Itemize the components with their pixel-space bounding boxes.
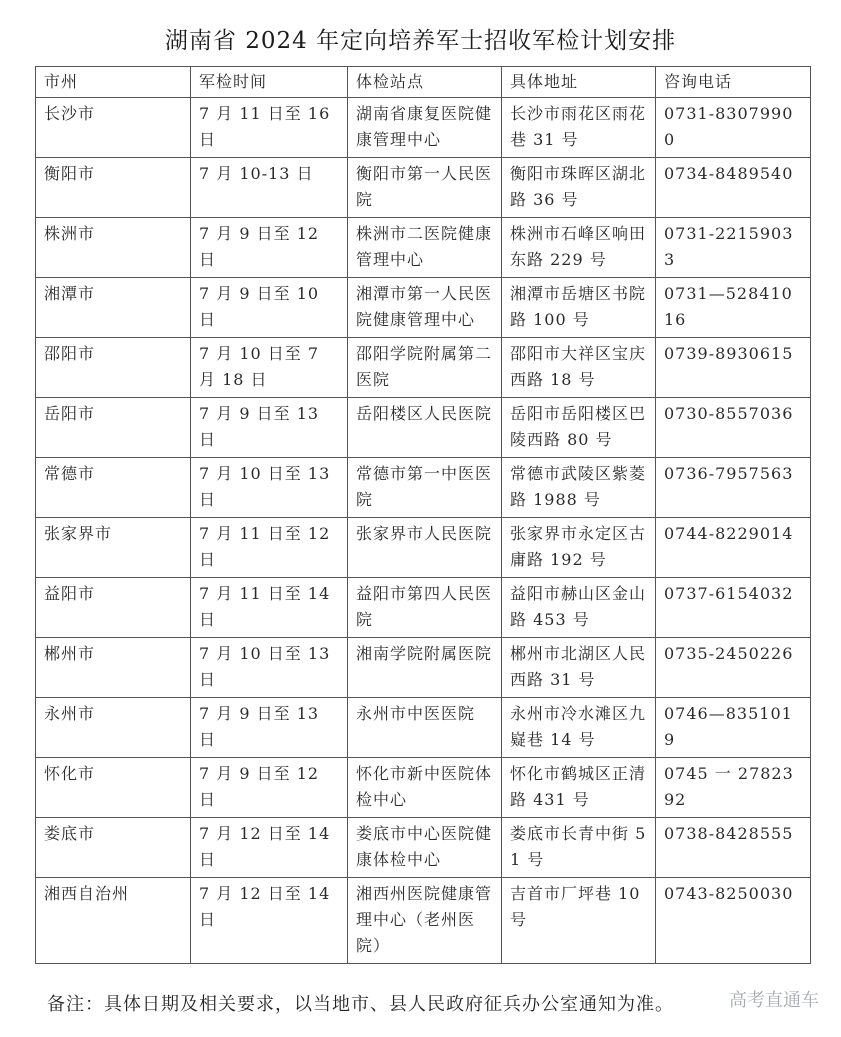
cell-address: 株洲市石峰区响田东路 229 号 — [502, 218, 656, 278]
cell-phone: 0744-8229014 — [656, 518, 811, 578]
cell-phone: 0745 一 2782392 — [656, 758, 811, 818]
cell-site: 岳阳楼区人民医院 — [348, 398, 502, 458]
cell-city: 娄底市 — [36, 818, 191, 878]
table-row — [36, 338, 811, 398]
cell-city: 湘西自治州 — [36, 878, 191, 964]
table-row — [36, 158, 811, 218]
header-address: 具体地址 — [502, 67, 656, 98]
cell-site: 湘南学院附属医院 — [348, 638, 502, 698]
cell-phone: 0738-8428555 — [656, 818, 811, 878]
cell-date: 7 月 12 日至 14 日 — [191, 878, 348, 964]
cell-city: 郴州市 — [36, 638, 191, 698]
cell-date: 7 月 11 日至 12 日 — [191, 518, 348, 578]
table-row — [36, 818, 811, 878]
cell-site: 张家界市人民医院 — [348, 518, 502, 578]
cell-site: 湘潭市第一人民医院健康管理中心 — [348, 278, 502, 338]
cell-address: 张家界市永定区古庸路 192 号 — [502, 518, 656, 578]
cell-date: 7 月 9 日至 12 日 — [191, 218, 348, 278]
cell-address: 长沙市雨花区雨花巷 31 号 — [502, 98, 656, 158]
table-row — [36, 458, 811, 518]
cell-phone: 0737-6154032 — [656, 578, 811, 638]
table-row — [36, 98, 811, 158]
cell-city: 张家界市 — [36, 518, 191, 578]
cell-date: 7 月 9 日至 13 日 — [191, 698, 348, 758]
cell-site: 永州市中医医院 — [348, 698, 502, 758]
header-phone: 咨询电话 — [656, 67, 811, 98]
cell-city: 湘潭市 — [36, 278, 191, 338]
cell-city: 衡阳市 — [36, 158, 191, 218]
cell-phone: 0731-22159033 — [656, 218, 811, 278]
cell-phone: 0746—8351019 — [656, 698, 811, 758]
table-row — [36, 698, 811, 758]
cell-address: 常德市武陵区紫菱路 1988 号 — [502, 458, 656, 518]
cell-phone: 0743-8250030 — [656, 878, 811, 964]
header-date: 军检时间 — [191, 67, 348, 98]
cell-address: 怀化市鹤城区正清路 431 号 — [502, 758, 656, 818]
table-row — [36, 278, 811, 338]
cell-date: 7 月 9 日至 13 日 — [191, 398, 348, 458]
cell-date: 7 月 10 日至 7 月 18 日 — [191, 338, 348, 398]
cell-phone: 0734-8489540 — [656, 158, 811, 218]
cell-city: 长沙市 — [36, 98, 191, 158]
table-row — [36, 218, 811, 278]
cell-date: 7 月 10 日至 13 日 — [191, 458, 348, 518]
table-row — [36, 878, 811, 964]
cell-city: 怀化市 — [36, 758, 191, 818]
footnote: 备注：具体日期及相关要求，以当地市、县人民政府征兵办公室通知为准。 — [47, 994, 674, 1015]
cell-site: 衡阳市第一人民医院 — [348, 158, 502, 218]
cell-site: 娄底市中心医院健康体检中心 — [348, 818, 502, 878]
table-row — [36, 518, 811, 578]
cell-city: 永州市 — [36, 698, 191, 758]
watermark: 高考直通车 — [729, 990, 819, 1011]
cell-site: 怀化市新中医院体检中心 — [348, 758, 502, 818]
table-row — [36, 398, 811, 458]
table-row — [36, 758, 811, 818]
schedule-table — [35, 66, 811, 964]
table-row — [36, 638, 811, 698]
cell-site: 湘西州医院健康管理中心（老州医院） — [348, 878, 502, 964]
cell-date: 7 月 9 日至 10 日 — [191, 278, 348, 338]
cell-address: 岳阳市岳阳楼区巴陵西路 80 号 — [502, 398, 656, 458]
cell-date: 7 月 11 日至 16 日 — [191, 98, 348, 158]
cell-city: 常德市 — [36, 458, 191, 518]
cell-address: 湘潭市岳塘区书院路 100 号 — [502, 278, 656, 338]
header-city: 市州 — [36, 67, 191, 98]
cell-site: 邵阳学院附属第二医院 — [348, 338, 502, 398]
cell-date: 7 月 9 日至 12 日 — [191, 758, 348, 818]
cell-phone: 0739-8930615 — [656, 338, 811, 398]
cell-city: 株洲市 — [36, 218, 191, 278]
cell-site: 株洲市二医院健康管理中心 — [348, 218, 502, 278]
cell-phone: 0731—52841016 — [656, 278, 811, 338]
cell-address: 邵阳市大祥区宝庆西路 18 号 — [502, 338, 656, 398]
cell-city: 岳阳市 — [36, 398, 191, 458]
cell-address: 吉首市厂坪巷 10 号 — [502, 878, 656, 964]
cell-address: 郴州市北湖区人民西路 31 号 — [502, 638, 656, 698]
cell-date: 7 月 10-13 日 — [191, 158, 348, 218]
cell-phone: 0731-83079900 — [656, 98, 811, 158]
cell-phone: 0735-2450226 — [656, 638, 811, 698]
table-row — [36, 578, 811, 638]
table-header-row — [36, 67, 811, 98]
cell-address: 娄底市长青中街 51 号 — [502, 818, 656, 878]
cell-city: 益阳市 — [36, 578, 191, 638]
cell-phone: 0730-8557036 — [656, 398, 811, 458]
cell-phone: 0736-7957563 — [656, 458, 811, 518]
cell-site: 益阳市第四人民医院 — [348, 578, 502, 638]
cell-address: 永州市冷水滩区九嶷巷 14 号 — [502, 698, 656, 758]
cell-city: 邵阳市 — [36, 338, 191, 398]
cell-date: 7 月 11 日至 14 日 — [191, 578, 348, 638]
cell-date: 7 月 12 日至 14 日 — [191, 818, 348, 878]
document-title: 湖南省 2024 年定向培养军士招收军检计划安排 — [164, 28, 677, 54]
cell-site: 湖南省康复医院健康管理中心 — [348, 98, 502, 158]
cell-site: 常德市第一中医医院 — [348, 458, 502, 518]
cell-address: 衡阳市珠晖区湖北路 36 号 — [502, 158, 656, 218]
cell-address: 益阳市赫山区金山路 453 号 — [502, 578, 656, 638]
cell-date: 7 月 10 日至 13 日 — [191, 638, 348, 698]
header-site: 体检站点 — [348, 67, 502, 98]
